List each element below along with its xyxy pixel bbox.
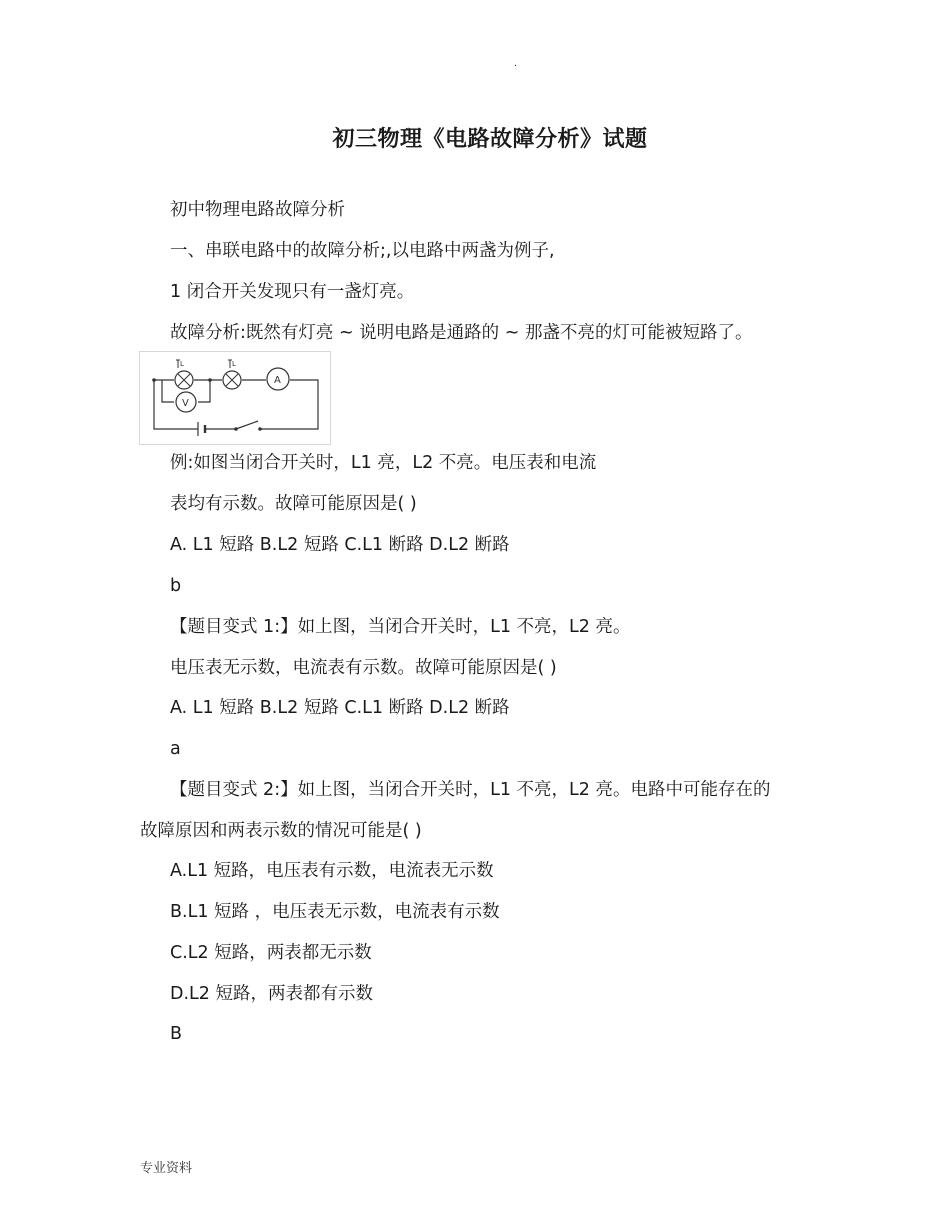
ammeter-icon [267,368,289,390]
svg-text:L: L [180,360,184,368]
answer: b [170,576,182,596]
header-mark: · [514,61,518,72]
paragraph: 表均有示数。故障可能原因是( ) [170,494,417,514]
section-heading: 初中物理电路故障分析 [170,200,345,220]
answer-option: B.L1 短路 ，电压表无示数，电流表有示数 [170,902,500,922]
answer-options: A. L1 短路 B.L2 短路 C.L1 断路 D.L2 断路 [170,698,510,718]
paragraph: 【题目变式 1:】如上图，当闭合开关时，L1 不亮，L2 亮。 [170,617,631,637]
paragraph: 【题目变式 2:】如上图，当闭合开关时，L1 不亮，L2 亮。电路中可能存在的 [170,780,771,800]
svg-text:V: V [182,398,189,409]
lamp-l1-icon [175,360,193,389]
svg-text:L: L [232,360,236,368]
page-title: 初三物理《电路故障分析》试题 [332,127,648,152]
circuit-diagram-svg [140,352,330,444]
paragraph: 故障原因和两表示数的情况可能是( ) [140,821,422,841]
paragraph: 故障分析:既然有灯亮 ~ 说明电路是通路的 ~ 那盏不亮的灯可能被短路了。 [170,323,753,343]
page-footer: 专业资料 [140,1161,193,1176]
answer-options: A. L1 短路 B.L2 短路 C.L1 断路 D.L2 断路 [170,535,510,555]
lamp-l2-icon [223,360,241,389]
voltmeter-icon [176,392,196,412]
answer-option: D.L2 短路，两表都有示数 [170,984,373,1004]
paragraph: 例:如图当闭合开关时，L1 亮，L2 不亮。电压表和电流 [170,453,597,473]
answer-option: A.L1 短路，电压表有示数，电流表无示数 [170,861,494,881]
paragraph: 1 闭合开关发现只有一盏灯亮。 [170,282,415,302]
svg-text:A: A [274,375,281,386]
answer: a [170,739,181,759]
answer: B [170,1024,183,1044]
paragraph: 电压表无示数，电流表有示数。故障可能原因是( ) [170,658,557,678]
answer-option: C.L2 短路，两表都无示数 [170,943,372,963]
circuit-diagram [139,351,331,445]
paragraph: 一、串联电路中的故障分析;,以电路中两盏为例子, [170,241,555,261]
